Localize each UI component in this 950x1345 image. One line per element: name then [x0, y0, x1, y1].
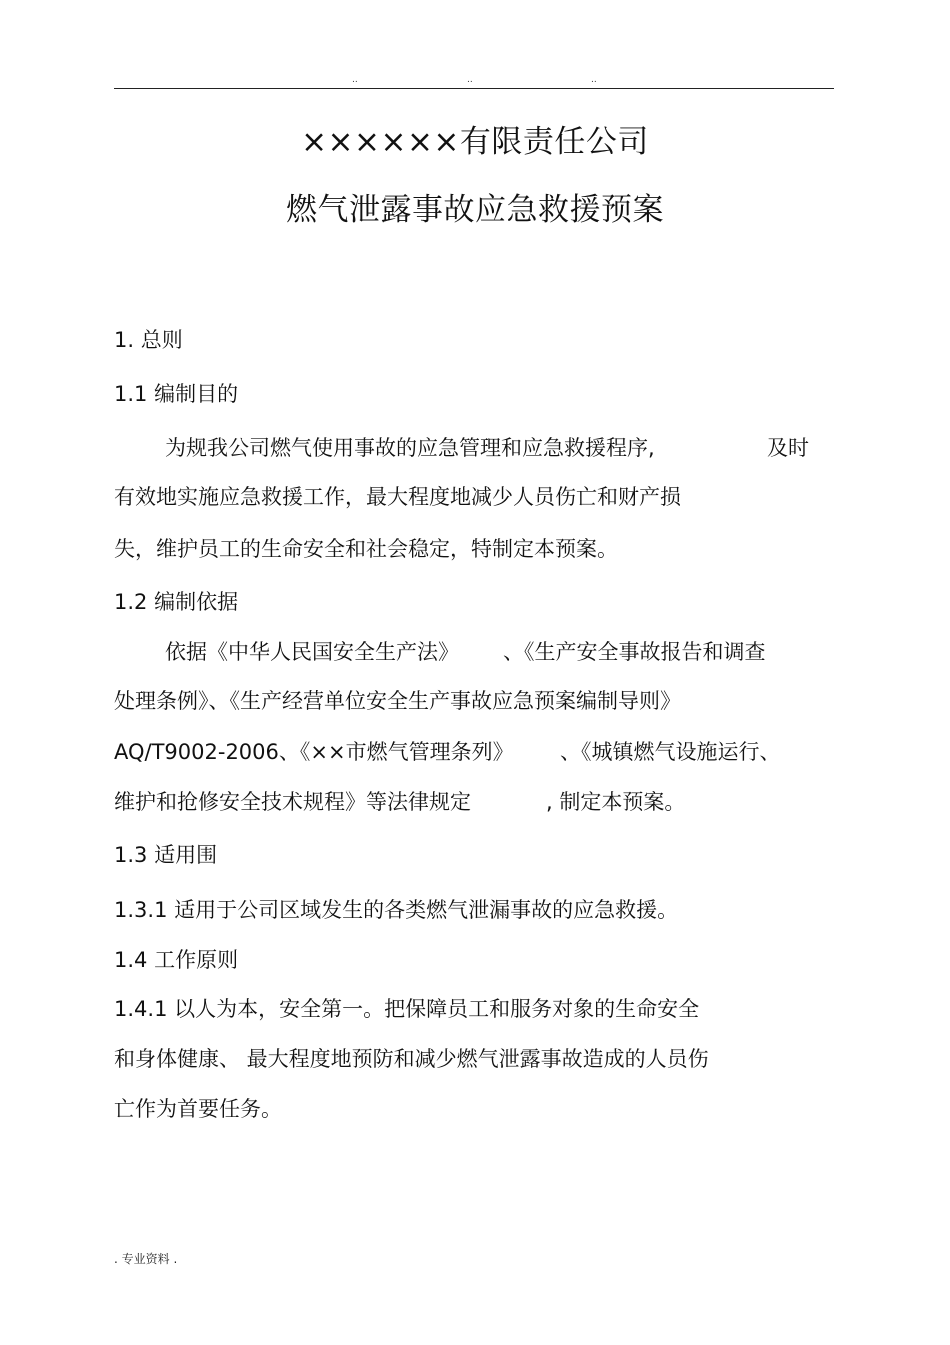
section-heading-basis: 1.2 编制依据 — [114, 590, 239, 614]
section-heading-general: 1. 总则 — [114, 328, 183, 352]
paragraph-line: 、《生产安全事故报告和调查 — [503, 640, 766, 664]
header-dot: .. — [352, 75, 358, 85]
paragraph-line: 和身体健康、 最大程度地预防和减少燃气泄露事故造成的人员伤 — [114, 1047, 709, 1071]
header-rule — [114, 88, 834, 89]
paragraph-line: 处理条例》、《生产经营单位安全生产事故应急预案编制导则》 — [114, 689, 681, 713]
paragraph-line: 及时 — [767, 436, 809, 460]
document-title-plan: 燃气泄露事故应急救援预案 — [286, 192, 664, 228]
section-heading-principles: 1.4 工作原则 — [114, 948, 239, 972]
paragraph-line: 维护和抢修安全技术规程》等法律规定 — [114, 790, 471, 814]
section-heading-purpose: 1.1 编制目的 — [114, 382, 239, 406]
section-heading-scope: 1.3 适用围 — [114, 843, 218, 867]
paragraph-line: 失，维护员工的生命安全和社会稳定，特制定本预案。 — [114, 537, 618, 561]
paragraph-line: 有效地实施应急救援工作，最大程度地减少人员伤亡和财产损 — [114, 485, 681, 509]
page-footer: . 专业资料 . — [114, 1252, 178, 1266]
paragraph-line: 、《城镇燃气设施运行、 — [560, 740, 781, 764]
paragraph-line: 依据《中华人民国安全生产法》 — [165, 640, 459, 664]
header-dot: .. — [467, 75, 473, 85]
paragraph-line: 为规我公司燃气使用事故的应急管理和应急救援程序, — [165, 436, 655, 460]
page-header-dots — [0, 74, 950, 88]
paragraph-line: , 制定本预案。 — [546, 790, 686, 814]
paragraph-line: 1.3.1 适用于公司区域发生的各类燃气泄漏事故的应急救援。 — [114, 898, 679, 922]
paragraph-line: 亡作为首要任务。 — [114, 1097, 282, 1121]
header-dot: .. — [591, 75, 597, 85]
paragraph-line: 1.4.1 以人为本，安全第一。把保障员工和服务对象的生命安全 — [114, 997, 700, 1021]
paragraph-line: AQ/T9002-2006、《××市燃气管理条列》 — [114, 740, 514, 764]
document-title-company: ××××××有限责任公司 — [301, 124, 649, 160]
